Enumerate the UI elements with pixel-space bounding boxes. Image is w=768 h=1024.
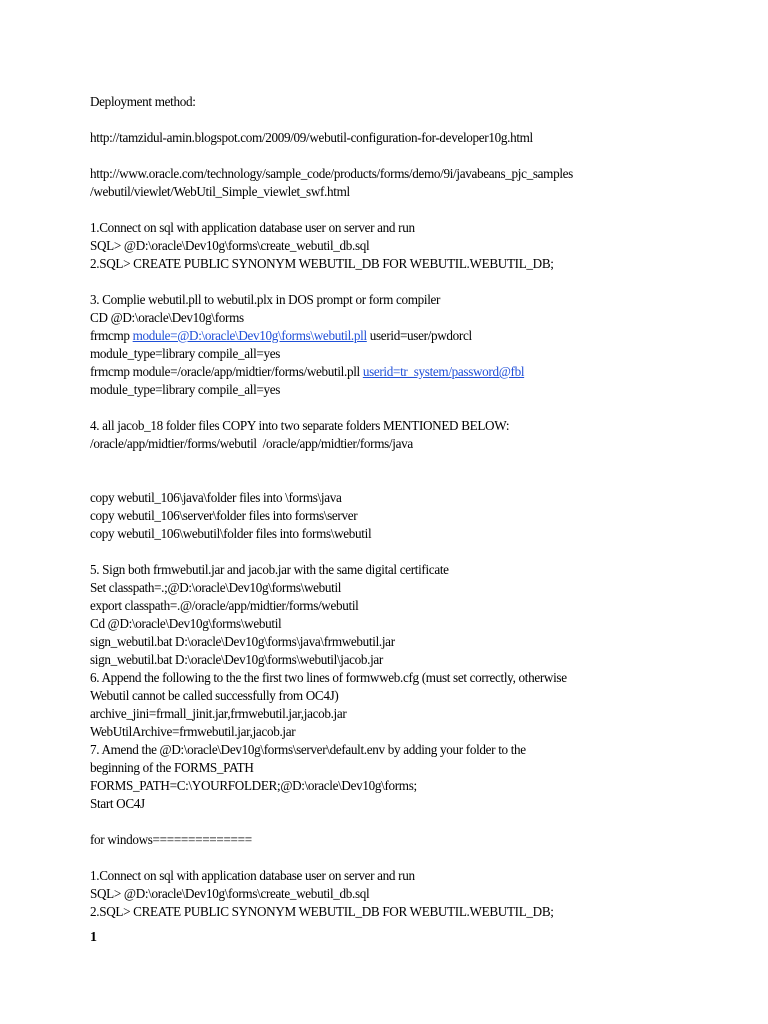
step3-c-suffix: userid=user/pwdorcl — [366, 329, 472, 344]
step3-line-b: CD @D:\oracle\Dev10g\forms — [90, 311, 244, 326]
copy-line-2: copy webutil_106\server\folder files into forms\server — [90, 509, 358, 524]
step6-line-c: archive_jini=frmall_jinit.jar,frmwebutil.jar,jacob.jar — [90, 707, 347, 722]
copy-line-1: copy webutil_106\java\folder files into \forms\java — [90, 491, 342, 506]
step5-line-a: 5. Sign both frmwebutil.jar and jacob.jar with the same digital certificate — [90, 563, 449, 578]
step4-line-b: /oracle/app/midtier/forms/webutil /oracle/app/midtier/forms/java — [90, 437, 413, 452]
blog-url: http://tamzidul-amin.blogspot.com/2009/09/webutil-configuration-for-developer10g.html — [90, 131, 533, 146]
step5-line-d: Cd @D:\oracle\Dev10g\forms\webutil — [90, 617, 282, 632]
win-step2-line: 2.SQL> CREATE PUBLIC SYNONYM WEBUTIL_DB FOR WEBUTIL.WEBUTIL_DB; — [90, 905, 554, 920]
userid-link[interactable]: userid=tr_system/password@fbl — [362, 365, 525, 380]
step7-line-c: FORMS_PATH=C:\YOURFOLDER;@D:\oracle\Dev10g\forms; — [90, 779, 417, 794]
step6-line-b: Webutil cannot be called successfully from OC4J) — [90, 689, 339, 704]
module-link[interactable]: module=@D:\oracle\Dev10g\forms\webutil.pll — [132, 329, 367, 344]
win-step1-line-b: SQL> @D:\oracle\Dev10g\forms\create_webutil_db.sql — [90, 887, 370, 902]
document-heading: Deployment method: — [90, 95, 196, 110]
copy-line-3: copy webutil_106\webutil\folder files into forms\webutil — [90, 527, 372, 542]
step5-line-b: Set classpath=.;@D:\oracle\Dev10g\forms\webutil — [90, 581, 342, 596]
step6-line-a: 6. Append the following to the the first two lines of formwweb.cfg (must set correctly, otherwise — [90, 671, 567, 686]
step3-line-d: module_type=library compile_all=yes — [90, 347, 281, 362]
windows-heading: for windows============== — [90, 833, 252, 848]
step3-line-e — [90, 364, 710, 382]
step7-line-b: beginning of the FORMS_PATH — [90, 761, 254, 776]
step3-line-a: 3. Complie webutil.pll to webutil.plx in DOS prompt or form compiler — [90, 293, 441, 308]
step3-line-f: module_type=library compile_all=yes — [90, 383, 281, 398]
step4-line-a: 4. all jacob_18 folder files COPY into two separate folders MENTIONED BELOW: — [90, 419, 510, 434]
step7-line-d: Start OC4J — [90, 797, 145, 812]
oracle-url-line-1: http://www.oracle.com/technology/sample_code/products/forms/demo/9i/javabeans_pjc_samples — [90, 167, 573, 182]
document-body — [90, 94, 710, 922]
oracle-url-line-2: /webutil/viewlet/WebUtil_Simple_viewlet_swf.html — [90, 185, 350, 200]
step6-line-d: WebUtilArchive=frmwebutil.jar,jacob.jar — [90, 725, 296, 740]
page-number: 1 — [90, 930, 97, 945]
step5-line-f: sign_webutil.bat D:\oracle\Dev10g\forms\webutil\jacob.jar — [90, 653, 384, 668]
step3-line-c — [90, 328, 710, 346]
step5-line-e: sign_webutil.bat D:\oracle\Dev10g\forms\java\frmwebutil.jar — [90, 635, 395, 650]
step2-line: 2.SQL> CREATE PUBLIC SYNONYM WEBUTIL_DB FOR WEBUTIL.WEBUTIL_DB; — [90, 257, 554, 272]
step5-line-c: export classpath=.@/oracle/app/midtier/forms/webutil — [90, 599, 359, 614]
step7-line-a: 7. Amend the @D:\oracle\Dev10g\forms\server\default.env by adding your folder to the — [90, 743, 526, 758]
win-step1-line-a: 1.Connect on sql with application database user on server and run — [90, 869, 415, 884]
step1-line-a: 1.Connect on sql with application database user on server and run — [90, 221, 415, 236]
step3-c-prefix: frmcmp — [90, 329, 133, 344]
step3-e-prefix: frmcmp module=/oracle/app/midtier/forms/webutil.pll — [90, 365, 363, 380]
step1-line-b: SQL> @D:\oracle\Dev10g\forms\create_webutil_db.sql — [90, 239, 370, 254]
